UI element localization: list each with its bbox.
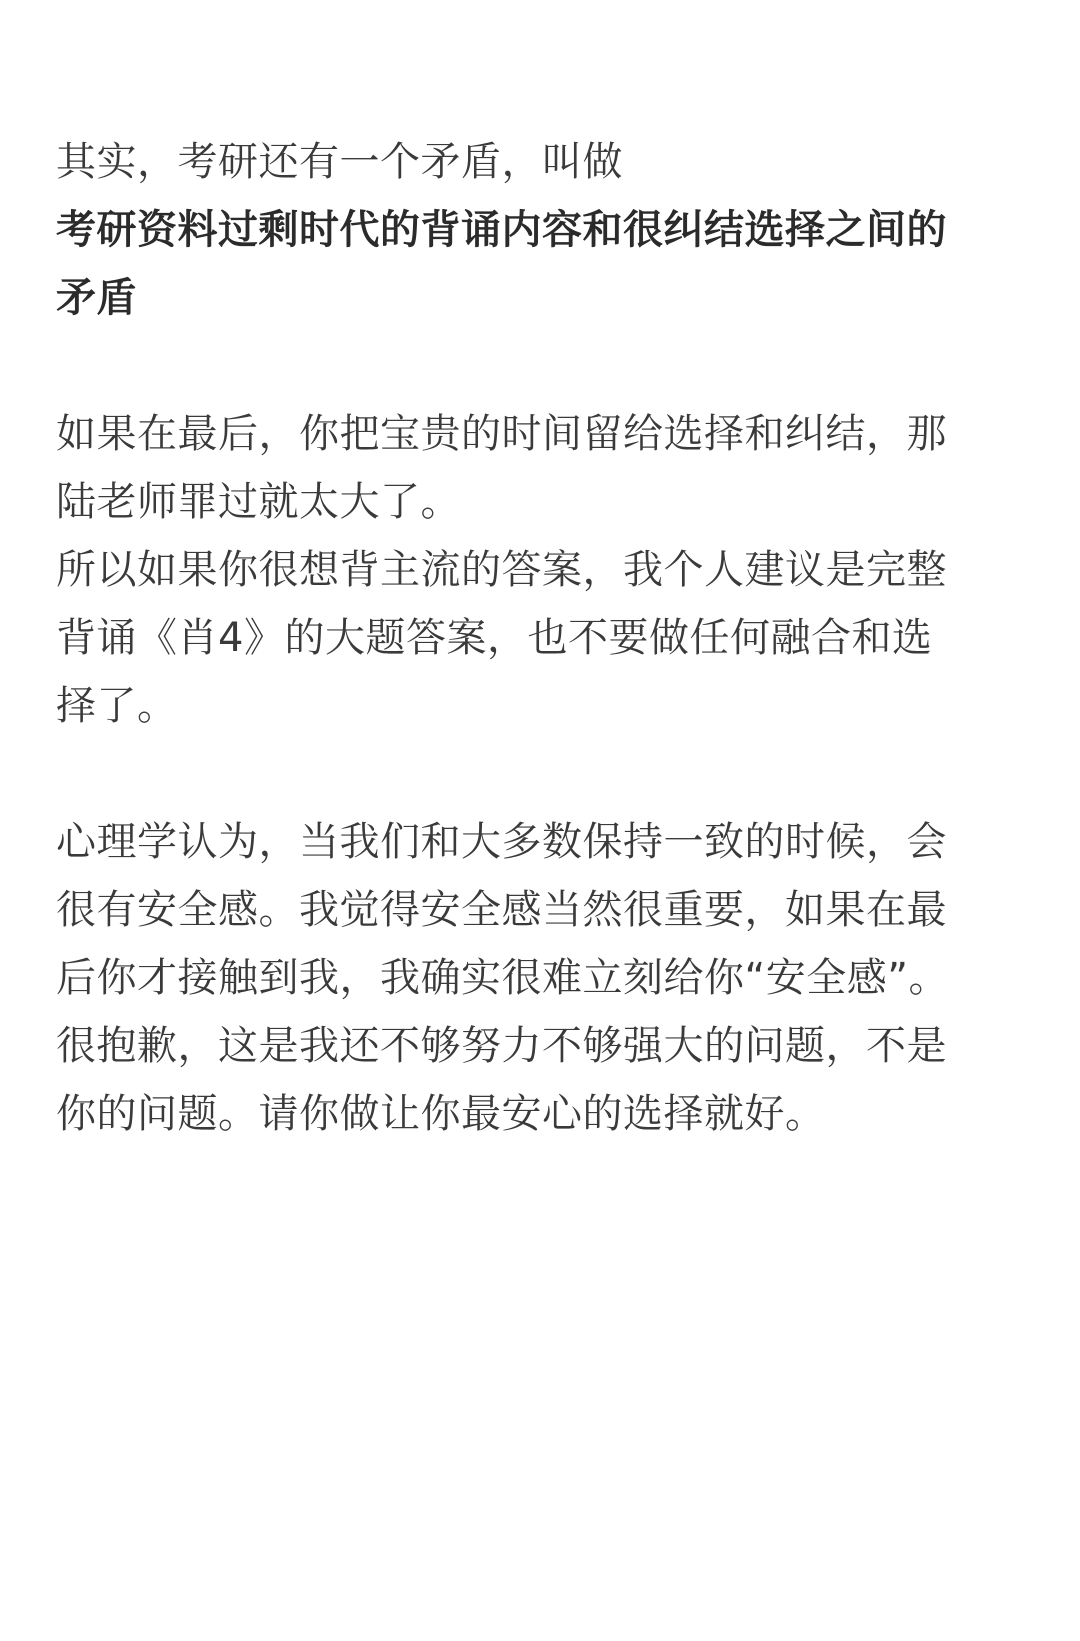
- paragraph-spacer: [56, 332, 1036, 400]
- paragraph-spacer: [56, 740, 1036, 808]
- advice-line-2: 陆老师罪过就太大了。: [56, 479, 461, 525]
- paragraph-advice: [56, 400, 1036, 740]
- advice-line-3: 所以如果你很想背主流的答案，我个人建议是完整: [56, 547, 947, 593]
- psychology-line-1: 心理学认为，当我们和大多数保持一致的时候，会: [56, 819, 947, 865]
- advice-line-4: 背诵《肖4》的大题答案，也不要做任何融合和选: [56, 615, 933, 661]
- psychology-line-2: 很有安全感。我觉得安全感当然很重要，如果在最: [56, 887, 947, 933]
- psychology-line-5: 你的问题。请你做让你最安心的选择就好。: [56, 1091, 826, 1137]
- advice-line-5: 择了。: [56, 683, 178, 729]
- psychology-line-3: 后你才接触到我，我确实很难立刻给你“安全感”。: [56, 955, 949, 1001]
- psychology-line-4: 很抱歉，这是我还不够努力不够强大的问题，不是: [56, 1023, 947, 1069]
- article-body: [56, 128, 1036, 1148]
- advice-line-1: 如果在最后，你把宝贵的时间留给选择和纠结，那: [56, 411, 947, 457]
- highlight-line-2: 矛盾: [56, 275, 137, 321]
- highlight-line-1: 考研资料过剩时代的背诵内容和很纠结选择之间的: [56, 207, 947, 253]
- paragraph-psychology: [56, 808, 1036, 1148]
- intro-line: 其实，考研还有一个矛盾，叫做: [56, 139, 623, 185]
- paragraph-intro: [56, 128, 1036, 332]
